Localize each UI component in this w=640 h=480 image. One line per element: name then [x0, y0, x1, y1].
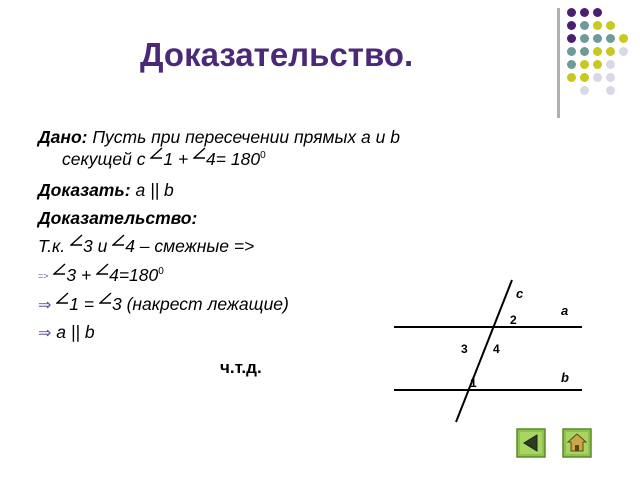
angle-label-2: 2: [510, 313, 517, 327]
proof-step-4: [38, 322, 95, 343]
given-text-1: Пусть при пересечении прямых а и b: [92, 127, 400, 147]
proof-step-1: [38, 236, 254, 257]
given-line-2: [62, 149, 266, 170]
page-title: Доказательство.: [140, 36, 414, 73]
angle-label-3: 3: [461, 342, 468, 356]
label-c: с: [516, 286, 524, 301]
angle-icon: [53, 263, 66, 276]
angle-label-1: 1: [470, 376, 477, 390]
implies-arrow: ⇒: [38, 325, 52, 342]
proof-step-3: [38, 294, 289, 315]
step4-text: а || b: [56, 322, 95, 342]
qed-label: ч.т.д.: [220, 358, 262, 377]
home-icon[interactable]: [562, 428, 592, 458]
prove-line: [38, 180, 174, 201]
prove-label: Доказать:: [38, 180, 131, 200]
step1-prefix: Т.к.: [38, 236, 66, 256]
proof-step-2: [38, 265, 164, 286]
label-b: b: [561, 370, 569, 385]
step2-angle-4: 4=180: [109, 265, 159, 285]
angle-label-4: 4: [493, 342, 500, 356]
prove-text: а || b: [135, 180, 174, 200]
given-angle-1: 1 +: [163, 149, 189, 169]
step2-angle-3: 3 +: [66, 265, 92, 285]
angle-icon: [150, 147, 163, 160]
given-line-1: [38, 127, 400, 148]
decorative-divider: [557, 8, 560, 118]
degree-mark: 0: [158, 266, 164, 277]
degree-mark: 0: [260, 150, 266, 161]
angle-icon: [112, 234, 125, 247]
angle-icon: [193, 147, 206, 160]
step3-angle-1: 1 =: [69, 294, 95, 314]
angle-icon: [96, 263, 109, 276]
back-arrow-icon[interactable]: [516, 428, 546, 458]
angle-icon: [99, 292, 112, 305]
step3-angle-3: 3 (накрест лежащие): [111, 294, 289, 314]
proof-label: Доказательство:: [38, 208, 198, 228]
implies-arrow: ⇒: [38, 297, 52, 314]
parallel-lines-diagram: [380, 270, 600, 430]
angle-icon: [56, 292, 69, 305]
decorative-dot-grid: [567, 8, 639, 108]
given-label: Дано:: [38, 127, 88, 147]
label-a: а: [561, 303, 569, 318]
step1-angle-3: 3 и: [83, 236, 108, 256]
implies-arrow: =>: [38, 271, 49, 281]
angle-icon: [70, 234, 83, 247]
given-text-2: секущей с: [62, 149, 146, 169]
step1-angle-4: 4 – смежные =>: [125, 236, 255, 256]
given-angle-4: 4= 180: [206, 149, 261, 169]
